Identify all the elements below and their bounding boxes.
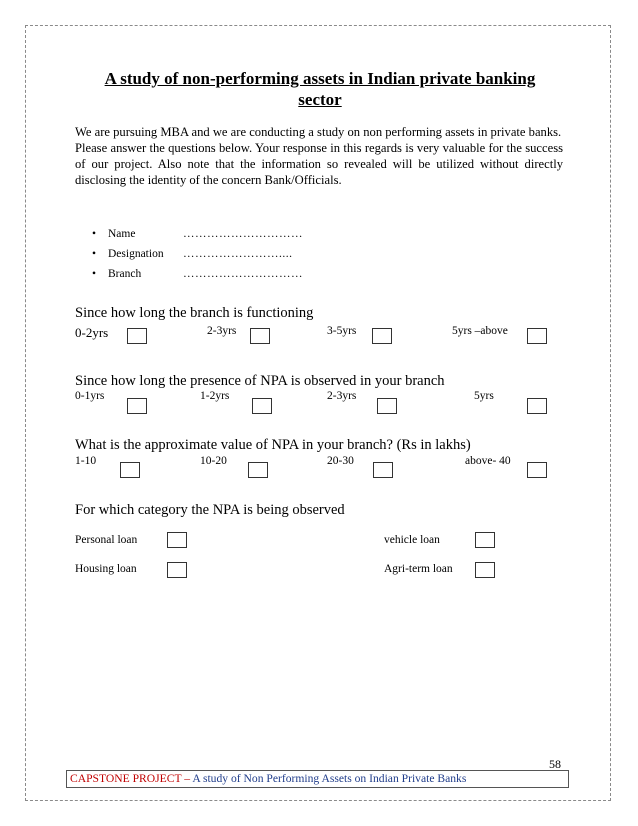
q2-option-3-checkbox[interactable] (377, 398, 397, 414)
intro-paragraph-2: Please answer the questions below. Your response in this regards is very valuable for the success of our project. Also note that the information so revealed will be utilized without directly disclosing the identity of the concern Bank/Officials. (75, 141, 563, 187)
q3-option-4-label: above- 40 (465, 455, 511, 467)
intro-text (75, 124, 563, 188)
q1-option-4-checkbox[interactable] (527, 328, 547, 344)
q4-option-1-checkbox[interactable] (167, 532, 187, 548)
q4-option-4-checkbox[interactable] (475, 562, 495, 578)
q2-option-4-checkbox[interactable] (527, 398, 547, 414)
question-4-text: For which category the NPA is being observed (75, 502, 345, 518)
field-blank[interactable]: ………………………… (183, 268, 303, 280)
bullet-icon: • (92, 248, 97, 260)
q4-option-1-label: Personal loan (75, 534, 138, 546)
q1-option-2-checkbox[interactable] (250, 328, 270, 344)
field-label: Branch (108, 268, 142, 280)
q2-option-4-label: 5yrs (474, 390, 494, 402)
field-label: Designation (108, 248, 164, 260)
q1-option-4-label: 5yrs –above (452, 325, 508, 337)
question-3-text: What is the approximate value of NPA in your branch? (Rs in lakhs) (75, 437, 471, 453)
title-line-2: sector (298, 90, 342, 109)
q2-option-1-label: 0-1yrs (75, 390, 105, 402)
field-blank[interactable]: ………………………… (183, 228, 303, 240)
q4-option-3-label: Housing loan (75, 563, 137, 575)
question-1-text: Since how long the branch is functioning (75, 305, 314, 321)
question-2-text: Since how long the presence of NPA is observed in your branch (75, 373, 445, 389)
q2-option-2-label: 1-2yrs (200, 390, 230, 402)
footer-project-label: CAPSTONE PROJECT – (70, 772, 193, 785)
page-number: 58 (549, 757, 561, 771)
q2-option-3-label: 2-3yrs (327, 390, 357, 402)
q1-option-2-label: 2-3yrs (207, 325, 237, 337)
q3-option-2-label: 10-20 (200, 455, 227, 467)
footer-project-title: A study of Non Performing Assets on Indian Private Banks (192, 772, 467, 785)
field-label: Name (108, 228, 136, 240)
q2-option-2-checkbox[interactable] (252, 398, 272, 414)
q3-option-2-checkbox[interactable] (248, 462, 268, 478)
bullet-icon: • (92, 228, 97, 240)
bullet-icon: • (92, 268, 97, 280)
q1-option-1-label: 0-2yrs (75, 325, 109, 340)
q4-option-2-checkbox[interactable] (475, 532, 495, 548)
q3-option-4-checkbox[interactable] (527, 462, 547, 478)
q3-option-1-label: 1-10 (75, 455, 97, 467)
q1-option-1-checkbox[interactable] (127, 328, 147, 344)
q3-option-3-checkbox[interactable] (373, 462, 393, 478)
intro-paragraph-1: We are pursuing MBA and we are conducting a study on non performing assets in private banks. (75, 125, 562, 139)
q1-option-3-checkbox[interactable] (372, 328, 392, 344)
footer-banner (66, 770, 569, 788)
q4-option-3-checkbox[interactable] (167, 562, 187, 578)
q1-option-3-label: 3-5yrs (327, 325, 357, 337)
q4-option-2-label: vehicle loan (384, 534, 440, 546)
page-title (70, 68, 570, 110)
field-blank[interactable]: …………………….... (183, 248, 293, 260)
q3-option-1-checkbox[interactable] (120, 462, 140, 478)
q2-option-1-checkbox[interactable] (127, 398, 147, 414)
q3-option-3-label: 20-30 (327, 455, 354, 467)
title-line-1: A study of non-performing assets in Indian private banking (104, 69, 536, 88)
q4-option-4-label: Agri-term loan (384, 563, 453, 575)
